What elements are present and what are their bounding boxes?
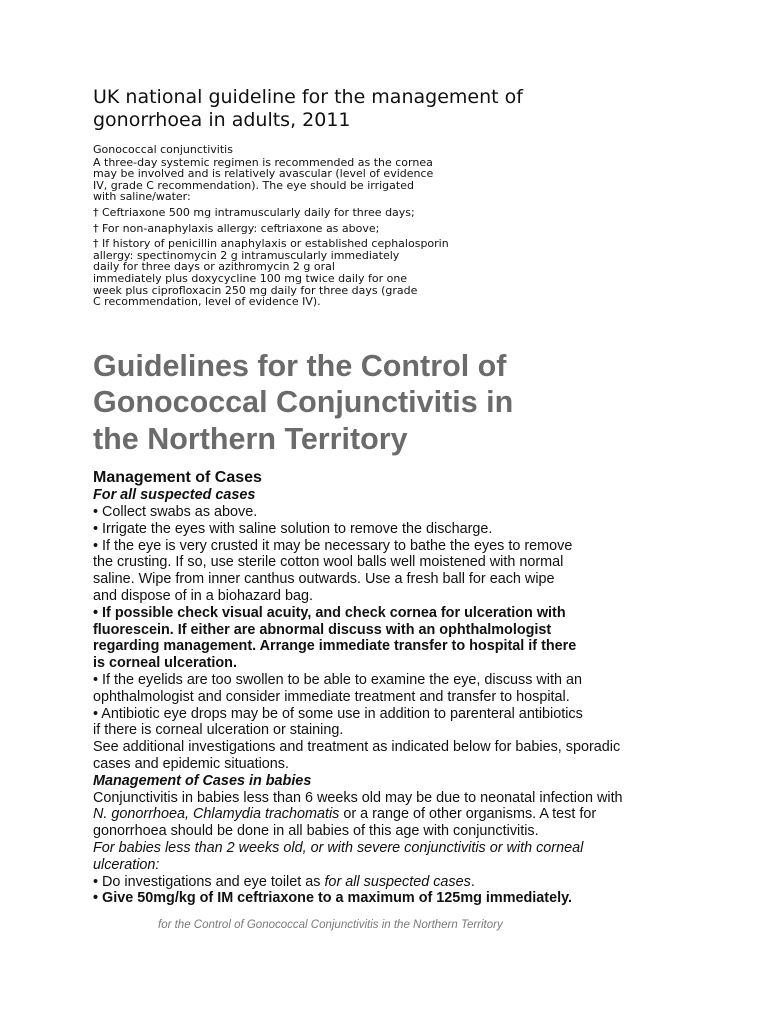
subheading: For all suspected cases [93, 487, 256, 504]
text-line: Conjunctivitis in babies less than 6 weeks old may be due to neonatal infection with [93, 789, 623, 806]
text-line: if there is corneal ulceration or staining. [93, 722, 344, 739]
text-line: ulceration: [93, 856, 160, 873]
see-paragraph [93, 739, 693, 773]
text-line: • If the eyelids are too swollen to be able to examine the eye, discuss with an [93, 671, 583, 688]
management-heading: Management of Cases [93, 469, 262, 487]
bullet-line: • Irrigate the eyes with saline solution to remove the discharge. [93, 520, 493, 537]
text-line: may be involved and is relatively avascular (level of evidence [93, 167, 434, 181]
text-line: For babies less than 2 weeks old, or with severe conjunctivitis or with corneal [93, 839, 584, 856]
antibiotic-paragraph [93, 706, 693, 740]
text-line: cases and epidemic situations. [93, 755, 289, 772]
babies-paragraph [93, 790, 693, 840]
text-line: week plus ciprofloxacin 250 mg daily for three days (grade [93, 283, 418, 297]
text-line: • If the eye is very crusted it may be necessary to bathe the eyes to remove [93, 537, 573, 554]
gonococcal-conjunctivitis-section [93, 144, 693, 308]
document-title-line: gonorrhoea in adults, 2011 [93, 109, 351, 131]
text-line: allergy: spectinomycin 2 g intramuscularly immediately [93, 248, 400, 262]
page-footer: for the Control of Gonococcal Conjunctivitis in the Northern Territory [158, 919, 503, 931]
text-line: regarding management. Arrange immediate transfer to hospital if there [93, 638, 577, 655]
section-heading: Gonococcal conjunctivitis [93, 143, 233, 156]
text-line [93, 806, 693, 823]
regimen-bullet: † Ceftriaxone 500 mg intramuscularly daily for three days; [93, 205, 415, 219]
text-line: • Antibiotic eye drops may be of some use in addition to parenteral antibiotics [93, 705, 583, 722]
text-line: fluorescein. If either are abnormal discuss with an ophthalmologist [93, 621, 552, 638]
document-page [93, 86, 693, 907]
bullet-line [93, 874, 693, 891]
text-line: and dispose of in a biohazard bag. [93, 588, 314, 604]
text-line: • If possible check visual acuity, and check cornea for ulceration with [93, 604, 566, 621]
management-section [93, 469, 693, 907]
text-line: the crusting. If so, use sterile cotton wool balls well moistened with normal [93, 554, 564, 571]
text-line: with saline/water: [93, 190, 191, 204]
title-line: Guidelines for the Control of [93, 348, 507, 383]
text-line: immediately plus doxycycline 100 mg twice daily for one [93, 271, 408, 285]
text-line: gonorrhoea should be done in all babies of this age with conjunctivitis. [93, 823, 539, 840]
bold-paragraph [93, 605, 693, 672]
title-line: Gonococcal Conjunctivitis in [93, 385, 514, 420]
crusted-paragraph [93, 538, 693, 605]
title-line: the Northern Territory [93, 421, 408, 456]
subheading: Management of Cases in babies [93, 772, 312, 789]
text-line: IV, grade C recommendation). The eye should be irrigated [93, 178, 414, 192]
bullet-line: • Collect swabs as above. [93, 504, 258, 521]
italic-paragraph [93, 840, 693, 874]
text-line: saline. Wipe from inner canthus outwards. Use a fresh ball for each wipe [93, 571, 555, 588]
text-span: . [470, 873, 475, 890]
regimen-bullet: † For non-anaphylaxis allergy: ceftriaxone as above; [93, 221, 380, 235]
document-title [93, 86, 693, 132]
text-line: daily for three days or azithromycin 2 g oral [93, 260, 335, 274]
text-span: or a range of other organisms. A test for [339, 806, 597, 823]
text-line: See additional investigations and treatment as indicated below for babies, sporadic [93, 739, 621, 756]
text-line: C recommendation, level of evidence IV). [93, 295, 321, 309]
text-line: ophthalmologist and consider immediate treatment and transfer to hospital. [93, 688, 570, 705]
text-span: • Do investigations and eye toilet as [93, 873, 325, 890]
intro-paragraph [93, 157, 693, 203]
text-line: † If history of penicillin anaphylaxis or established cephalosporin [93, 237, 449, 251]
text-span: for all suspected cases [324, 873, 471, 890]
document-title-line: UK national guideline for the management of [93, 86, 523, 108]
guidelines-title [93, 348, 693, 458]
text-line: is corneal ulceration. [93, 655, 237, 672]
regimen-bullet [93, 238, 693, 308]
organism-names: N. gonorrhoea, Chlamydia trachomatis [93, 806, 340, 823]
swollen-paragraph [93, 672, 693, 706]
text-line: A three-day systemic regimen is recommended as the cornea [93, 155, 433, 169]
bullet-line: • Give 50mg/kg of IM ceftriaxone to a maximum of 125mg immediately. [93, 890, 573, 907]
